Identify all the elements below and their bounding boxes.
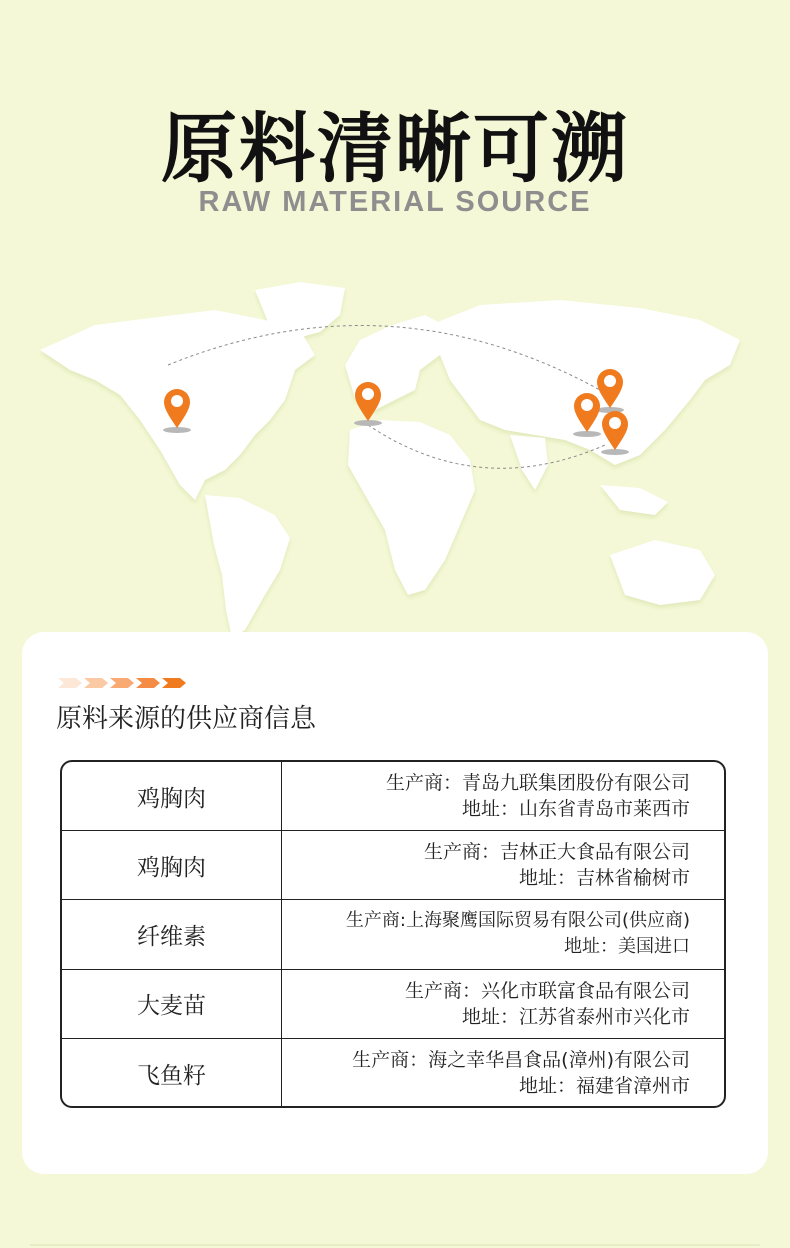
india-shape: [510, 435, 548, 490]
producer-text: 生产商：兴化市联富食品有限公司: [404, 979, 690, 1002]
australia-shape: [610, 540, 715, 605]
table-row: [62, 970, 724, 1039]
world-map: [0, 270, 790, 640]
ingredient-name: 大麦苗: [62, 970, 282, 1038]
bottom-divider: [30, 1244, 760, 1246]
address-text: 地址：吉林省榆树市: [518, 867, 690, 890]
producer-text: 生产商：青岛九联集团股份有限公司: [385, 772, 690, 795]
supplier-card: [22, 632, 768, 1174]
supplier-info: [282, 1039, 724, 1108]
location-pin-icon-europe: [354, 382, 382, 426]
producer-text: 生产商：吉林正大食品有限公司: [423, 841, 690, 864]
supplier-info: [282, 762, 724, 830]
ingredient-name: 鸡胸肉: [62, 762, 282, 830]
page-title: 原料清晰可溯: [161, 104, 629, 193]
table-row: [62, 900, 724, 969]
table-row: [62, 762, 724, 831]
supplier-info: [282, 970, 724, 1038]
asia-shape: [430, 300, 740, 465]
ingredient-name: 纤维素: [62, 900, 282, 968]
south-america-shape: [205, 495, 290, 638]
table-row: [62, 831, 724, 900]
ingredient-name: 鸡胸肉: [62, 831, 282, 899]
producer-text: 生产商：海之幸华昌食品(漳州)有限公司: [352, 1049, 690, 1072]
address-text: 地址：山东省青岛市莱西市: [461, 798, 690, 821]
address-text: 地址：福建省漳州市: [518, 1075, 690, 1098]
card-heading: 原料来源的供应商信息: [56, 704, 317, 734]
address-text: 地址：江苏省泰州市兴化市: [461, 1005, 690, 1028]
africa-shape: [348, 420, 475, 595]
chevron-arrows-icon: [58, 676, 188, 690]
supplier-info: [282, 900, 724, 968]
page-subtitle: RAW MATERIAL SOURCE: [198, 186, 592, 218]
islands-shape: [600, 485, 668, 515]
table-row: [62, 1039, 724, 1108]
producer-text: 生产商:上海聚鹰国际贸易有限公司(供应商): [345, 910, 690, 932]
ingredient-name: 飞鱼籽: [62, 1039, 282, 1108]
address-text: 地址：美国进口: [564, 936, 690, 958]
supplier-table: [60, 760, 726, 1108]
supplier-info: [282, 831, 724, 899]
